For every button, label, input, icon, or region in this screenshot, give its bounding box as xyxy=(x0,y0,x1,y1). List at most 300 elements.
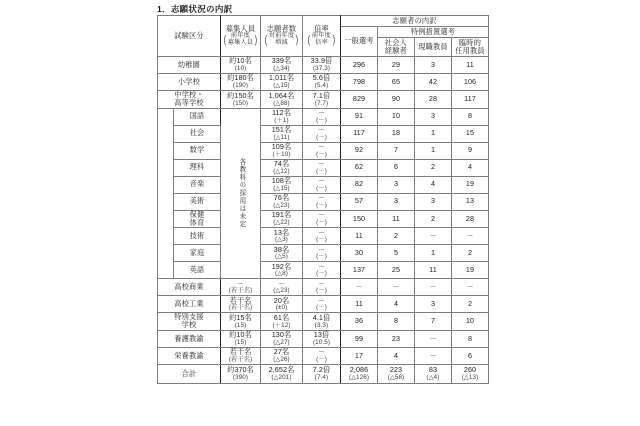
cell-quota-value: 約180名 xyxy=(227,73,254,83)
cell-general xyxy=(341,228,378,245)
cell-quota-sub: (190) xyxy=(232,82,249,90)
cell-ratio xyxy=(303,142,341,159)
cell-applicants-sub: (△15) xyxy=(273,82,290,90)
cell-ratio xyxy=(303,347,341,364)
cell-current-teacher-value: 3 xyxy=(430,298,436,308)
cell-quota-sub: (若干名) xyxy=(228,355,253,363)
cell-applicants-value: 108名 xyxy=(271,176,292,186)
cell-current-teacher xyxy=(415,176,452,193)
cell-applicants xyxy=(261,279,303,296)
table-row xyxy=(158,313,489,331)
cell-total-general-value: 2,086 xyxy=(349,365,369,375)
table-row xyxy=(158,262,489,279)
row-label-total: 合計 xyxy=(158,364,221,383)
cell-society-value: 4 xyxy=(393,298,399,308)
cell-applicants-value: 74名 xyxy=(273,159,290,169)
header-temp-teacher: 臨時的 任用教員 xyxy=(452,38,489,57)
cell-ratio xyxy=(303,176,341,193)
paren-close: ) xyxy=(332,33,336,46)
cell-society xyxy=(378,347,415,364)
cell-ratio-sub: (－) xyxy=(316,201,327,209)
cell-society xyxy=(378,142,415,159)
row-label-特別支援 xyxy=(158,313,221,331)
paren-close: ) xyxy=(254,33,258,46)
cell-society-value: 18 xyxy=(391,128,401,138)
cell-general-value: 36 xyxy=(354,316,364,326)
cell-quota xyxy=(221,347,261,364)
cell-total-general xyxy=(341,364,378,383)
cell-total-temp-teacher-sub: (△13) xyxy=(461,373,479,381)
cell-quota-value: － xyxy=(236,278,245,288)
cell-ratio xyxy=(303,228,341,245)
cell-ratio-value: － xyxy=(317,210,326,220)
paren-open: ( xyxy=(223,33,227,46)
row-label-数学 xyxy=(174,142,221,159)
cell-temp-teacher-value: 2 xyxy=(467,247,473,257)
row-label-高校商業 xyxy=(158,279,221,296)
header-row-1 xyxy=(158,16,489,27)
cell-quota-value: 約10名 xyxy=(229,330,252,340)
row-label-text: 社会 xyxy=(189,128,205,138)
table-row xyxy=(158,279,489,296)
cell-ratio xyxy=(303,125,341,142)
cell-society xyxy=(378,159,415,176)
cell-total-temp-teacher-value: 260 xyxy=(463,365,477,375)
cell-society-value: 3 xyxy=(393,179,399,189)
cell-temp-teacher xyxy=(452,193,489,210)
header-ratio xyxy=(303,16,341,57)
cell-society-value: 90 xyxy=(391,94,401,104)
cell-applicants-sub: (△22) xyxy=(273,219,290,227)
row-label-家庭 xyxy=(174,245,221,262)
header-special-measures: 特例措置選考 xyxy=(378,27,489,38)
row-label-text: 保健 xyxy=(189,209,205,219)
table-row xyxy=(158,57,489,74)
cell-current-teacher-value: 2 xyxy=(430,213,436,223)
table-row xyxy=(158,245,489,262)
cell-applicants-value: 109名 xyxy=(271,142,292,152)
row-label-中学校・ xyxy=(158,91,221,109)
cell-general-value: 11 xyxy=(355,298,363,308)
cell-applicants-value: 20名 xyxy=(273,295,290,305)
cell-ratio xyxy=(303,193,341,210)
cell-applicants-sub: (△5) xyxy=(275,253,288,261)
cell-society xyxy=(378,210,415,228)
cell-total-quota-sub: (390) xyxy=(232,373,249,381)
cell-applicants-sub: (△11) xyxy=(273,133,290,141)
cell-general xyxy=(341,347,378,364)
row-label-text: 英語 xyxy=(189,264,205,274)
cell-applicants-value: 191名 xyxy=(271,210,292,220)
cell-temp-teacher xyxy=(452,313,489,331)
table-row xyxy=(158,74,489,91)
cell-total-society-sub: (△58) xyxy=(387,373,405,381)
row-label-小学校 xyxy=(158,74,221,91)
cell-temp-teacher xyxy=(452,159,489,176)
table-row xyxy=(158,142,489,159)
cell-ratio xyxy=(303,108,341,125)
cell-applicants-sub: (△23) xyxy=(273,287,290,295)
cell-applicants xyxy=(261,330,303,347)
cell-general-value: 829 xyxy=(352,94,366,104)
header-applicants xyxy=(261,16,303,57)
cell-current-teacher xyxy=(415,91,452,109)
cell-ratio xyxy=(303,330,341,347)
cell-current-teacher-value: 1 xyxy=(430,145,436,155)
cell-temp-teacher-value: 2 xyxy=(467,298,473,308)
cell-society xyxy=(378,262,415,279)
cell-ratio-sub: (－) xyxy=(316,253,327,261)
cell-current-teacher xyxy=(415,296,452,313)
cell-temp-teacher-value: 6 xyxy=(467,350,473,360)
cell-applicants-value: 76名 xyxy=(273,193,290,203)
cell-quota-sub: (若干名) xyxy=(228,304,253,312)
table-body xyxy=(158,57,489,384)
cell-society xyxy=(378,176,415,193)
cell-ratio-value: 4.1倍 xyxy=(312,312,331,322)
cell-general xyxy=(341,210,378,228)
cell-ratio-value: － xyxy=(317,125,326,135)
cell-temp-teacher-value: 8 xyxy=(467,333,473,343)
cell-ratio-sub: (37.3) xyxy=(312,65,331,73)
cell-general xyxy=(341,57,378,74)
cell-general xyxy=(341,262,378,279)
cell-ratio xyxy=(303,74,341,91)
cell-ratio-sub: (－) xyxy=(316,133,327,141)
table-row xyxy=(158,159,489,176)
cell-applicants-value: 151名 xyxy=(271,125,292,135)
cell-current-teacher-value: 11 xyxy=(429,264,437,274)
paren-open: ( xyxy=(264,33,268,46)
cell-temp-teacher xyxy=(452,142,489,159)
row-label-国語 xyxy=(174,108,221,125)
cell-quota-sub: (10) xyxy=(234,65,247,73)
cell-ratio-value: － xyxy=(317,278,326,288)
header-quota-main: 募集人員 xyxy=(225,23,256,33)
cell-ratio-sub: (7.7) xyxy=(314,99,329,107)
cell-current-teacher xyxy=(415,125,452,142)
cell-applicants-sub: (＋10) xyxy=(272,150,291,158)
cell-temp-teacher xyxy=(452,330,489,347)
cell-applicants xyxy=(261,228,303,245)
cell-applicants xyxy=(261,176,303,193)
cell-applicants-value: 38名 xyxy=(273,244,290,254)
cell-current-teacher-value: 7 xyxy=(430,316,436,326)
cell-current-teacher xyxy=(415,313,452,331)
row-label-text: 特別支援 xyxy=(174,312,204,322)
cell-quota xyxy=(221,74,261,91)
cell-quota xyxy=(221,279,261,296)
cell-applicants-sub: (＋12) xyxy=(272,321,291,329)
cell-ratio-sub: (－) xyxy=(316,287,327,295)
cell-applicants-sub: (△88) xyxy=(273,99,290,107)
cell-ratio-sub: (－) xyxy=(316,219,327,227)
cell-general xyxy=(341,193,378,210)
table-row xyxy=(158,330,489,347)
header-quota-sub: ( 前年度 募集人員 ) xyxy=(223,32,258,47)
cell-temp-teacher xyxy=(452,125,489,142)
cell-general-value: 137 xyxy=(352,264,366,274)
cell-ratio xyxy=(303,210,341,228)
cell-applicants-value: 1,011名 xyxy=(268,73,295,83)
cell-applicants-sub: (△12) xyxy=(273,167,290,175)
cell-society xyxy=(378,74,415,91)
cell-ratio xyxy=(303,159,341,176)
row-label-幼稚園 xyxy=(158,57,221,74)
cell-society-value: 5 xyxy=(393,247,399,257)
cell-temp-teacher-value: － xyxy=(466,230,474,240)
cell-ratio xyxy=(303,245,341,262)
header-general-selection: 一般選考 xyxy=(341,27,378,57)
row-label-text: 栄養教諭 xyxy=(174,350,204,360)
cell-current-teacher-value: 3 xyxy=(430,111,436,121)
cell-applicants xyxy=(261,125,303,142)
cell-general-value: 11 xyxy=(355,230,363,240)
cell-applicants-sub: (△8) xyxy=(275,270,288,278)
cell-temp-teacher xyxy=(452,91,489,109)
paren-open: ( xyxy=(307,33,311,46)
cell-temp-teacher-value: 117 xyxy=(464,94,476,104)
cell-general xyxy=(341,313,378,331)
cell-ratio xyxy=(303,262,341,279)
cell-current-teacher-value: 1 xyxy=(430,128,436,138)
cell-society-value: 25 xyxy=(391,264,401,274)
row-label-text: 養護教諭 xyxy=(174,333,204,343)
header-exam-type: 試験区分 xyxy=(158,16,221,57)
row-label-英語 xyxy=(174,262,221,279)
row-label-text-2: 高等学校 xyxy=(174,98,204,108)
cell-temp-teacher xyxy=(452,347,489,364)
cell-ratio xyxy=(303,296,341,313)
header-breakdown: 志願者の内訳 xyxy=(341,16,489,27)
row-label-text: 国語 xyxy=(189,111,205,121)
cell-ratio-sub: (－) xyxy=(316,116,327,124)
cell-temp-teacher xyxy=(452,228,489,245)
cell-current-teacher xyxy=(415,159,452,176)
header-society-experienced: 社会人 経験者 xyxy=(378,38,415,57)
cell-total-applicants-value: 2,652名 xyxy=(268,365,295,375)
cell-current-teacher xyxy=(415,74,452,91)
cell-general xyxy=(341,279,378,296)
cell-applicants xyxy=(261,193,303,210)
cell-temp-teacher xyxy=(452,108,489,125)
cell-general-value: 99 xyxy=(354,333,364,343)
cell-quota-value: 約15名 xyxy=(229,312,252,322)
cell-ratio-value: 33.9倍 xyxy=(310,56,333,66)
cell-quota xyxy=(221,296,261,313)
cell-applicants-sub: (△15) xyxy=(273,184,290,192)
cell-current-teacher-value: － xyxy=(429,350,437,360)
cell-total-general-sub: (△126) xyxy=(348,373,370,381)
row-label-美術 xyxy=(174,193,221,210)
cell-quota-sub: (若干名) xyxy=(228,287,253,295)
cell-temp-teacher-value: 8 xyxy=(467,111,473,121)
cell-general-value: 62 xyxy=(354,162,364,172)
cell-society xyxy=(378,193,415,210)
cell-current-teacher xyxy=(415,347,452,364)
cell-ratio-value: 5.6倍 xyxy=(312,73,331,83)
cell-quota-value: 若干名 xyxy=(229,295,252,305)
cell-general-value: 296 xyxy=(352,59,366,69)
cell-current-teacher-value: 2 xyxy=(430,162,436,172)
row-label-社会 xyxy=(174,125,221,142)
cell-general-value: 57 xyxy=(354,196,364,206)
quota-undecided-note xyxy=(221,108,261,279)
cell-temp-teacher-value: － xyxy=(466,281,474,291)
table-row xyxy=(158,91,489,109)
cell-society-value: 11 xyxy=(392,213,400,223)
cell-ratio-sub: (－) xyxy=(316,270,327,278)
cell-current-teacher-value: 42 xyxy=(428,76,438,86)
cell-temp-teacher-value: 13 xyxy=(465,196,475,206)
cell-applicants xyxy=(261,74,303,91)
cell-quota-value: 若干名 xyxy=(229,347,252,357)
cell-temp-teacher-value: 4 xyxy=(467,162,473,172)
cell-society xyxy=(378,296,415,313)
cell-society xyxy=(378,125,415,142)
cell-ratio-value: － xyxy=(317,108,326,118)
cell-applicants-sub: (△3) xyxy=(275,236,288,244)
cell-ratio xyxy=(303,313,341,331)
cell-temp-teacher-value: 106 xyxy=(463,76,477,86)
row-label-高校工業 xyxy=(158,296,221,313)
cell-ratio-value: － xyxy=(317,295,326,305)
table-row xyxy=(158,108,489,125)
row-label-text: 高校工業 xyxy=(174,298,204,308)
cell-applicants xyxy=(261,91,303,109)
cell-applicants xyxy=(261,262,303,279)
row-label-text: 高校商業 xyxy=(174,281,204,291)
cell-current-teacher xyxy=(415,142,452,159)
header-quota xyxy=(221,16,261,57)
cell-general xyxy=(341,125,378,142)
cell-applicants-value: 13名 xyxy=(273,227,290,237)
cell-total-applicants-sub: (△201) xyxy=(271,373,292,381)
cell-total-quota xyxy=(221,364,261,383)
cell-current-teacher-value: 4 xyxy=(430,179,436,189)
row-label-text: 家庭 xyxy=(189,247,205,257)
cell-current-teacher xyxy=(415,57,452,74)
cell-quota-sub: (150) xyxy=(232,99,249,107)
cell-temp-teacher xyxy=(452,57,489,74)
cell-ratio xyxy=(303,57,341,74)
cell-current-teacher-value: 1 xyxy=(430,247,436,257)
subject-indent-spacer xyxy=(158,108,174,279)
cell-applicants xyxy=(261,108,303,125)
row-label-栄養教諭 xyxy=(158,347,221,364)
row-label-音楽 xyxy=(174,176,221,193)
cell-ratio-sub: (－) xyxy=(316,355,327,363)
cell-applicants-value: 192名 xyxy=(271,261,292,271)
row-label-text: 中学校・ xyxy=(174,90,204,99)
cell-applicants-value: 27名 xyxy=(273,347,290,357)
cell-total-quota-value: 約370名 xyxy=(227,365,254,375)
cell-general xyxy=(341,142,378,159)
table-row xyxy=(158,176,489,193)
cell-current-teacher-value: － xyxy=(429,230,437,240)
cell-quota xyxy=(221,91,261,109)
row-label-text: 数学 xyxy=(189,145,205,155)
table-row xyxy=(158,125,489,142)
cell-applicants xyxy=(261,245,303,262)
cell-ratio-value: － xyxy=(317,176,326,186)
cell-applicants-value: 1,064名 xyxy=(268,90,295,100)
cell-total-current-teacher-sub: (△4) xyxy=(426,373,440,381)
cell-current-teacher-value: 28 xyxy=(428,94,438,104)
cell-general xyxy=(341,245,378,262)
cell-applicants-value: 130名 xyxy=(271,330,292,340)
cell-applicants xyxy=(261,347,303,364)
row-label-技術 xyxy=(174,228,221,245)
cell-ratio-sub: (－) xyxy=(316,184,327,192)
row-label-text: 技術 xyxy=(189,230,205,240)
cell-society-value: 65 xyxy=(391,76,401,86)
cell-applicants xyxy=(261,142,303,159)
cell-ratio xyxy=(303,279,341,296)
row-label-text: 幼稚園 xyxy=(177,59,201,69)
cell-general xyxy=(341,108,378,125)
cell-applicants-value: 112名 xyxy=(271,108,292,118)
cell-applicants-sub: (△26) xyxy=(273,355,290,363)
cell-general xyxy=(341,159,378,176)
row-label-保健 xyxy=(174,210,221,228)
cell-ratio-sub: (－) xyxy=(316,150,327,158)
cell-general-value: 17 xyxy=(354,350,364,360)
cell-society-value: 6 xyxy=(393,162,399,172)
cell-quota xyxy=(221,330,261,347)
cell-total-current-teacher xyxy=(415,364,452,383)
cell-general-value: 92 xyxy=(354,145,364,155)
cell-applicants-value: － xyxy=(277,278,286,288)
row-label-text-2: 体育 xyxy=(189,217,205,227)
cell-applicants-sub: (△23) xyxy=(273,201,290,209)
cell-applicants-sub: (△27) xyxy=(273,338,290,346)
cell-general-value: 798 xyxy=(352,76,366,86)
cell-general xyxy=(341,91,378,109)
cell-ratio-value: － xyxy=(317,261,326,271)
cell-ratio-sub: (3.3) xyxy=(314,321,329,329)
cell-current-teacher xyxy=(415,210,452,228)
cell-society xyxy=(378,57,415,74)
cell-current-teacher xyxy=(415,262,452,279)
table-row xyxy=(158,210,489,228)
header-current-teacher: 現職教員 xyxy=(415,38,452,57)
cell-total-society xyxy=(378,364,415,383)
cell-applicants xyxy=(261,313,303,331)
cell-temp-teacher-value: 28 xyxy=(465,213,475,223)
cell-temp-teacher xyxy=(452,176,489,193)
cell-temp-teacher-value: 9 xyxy=(467,145,473,155)
cell-ratio-value: － xyxy=(317,244,326,254)
paren-close: ) xyxy=(295,33,299,46)
cell-applicants-value: 339名 xyxy=(271,56,292,66)
cell-ratio-value: － xyxy=(317,347,326,357)
cell-quota xyxy=(221,57,261,74)
cell-current-teacher xyxy=(415,228,452,245)
cell-temp-teacher xyxy=(452,296,489,313)
header-applicants-main: 志願者数 xyxy=(266,23,297,33)
header-ratio-sub: ( 前年度 倍率 ) xyxy=(307,32,336,47)
row-label-理科 xyxy=(174,159,221,176)
cell-temp-teacher xyxy=(452,74,489,91)
cell-applicants xyxy=(261,57,303,74)
cell-temp-teacher-value: 10 xyxy=(465,316,475,326)
row-label-text: 小学校 xyxy=(177,76,201,86)
cell-current-teacher xyxy=(415,193,452,210)
cell-society-value: 23 xyxy=(391,333,401,343)
cell-quota-value: 約10名 xyxy=(229,56,252,66)
cell-total-current-teacher-value: 83 xyxy=(428,365,438,375)
